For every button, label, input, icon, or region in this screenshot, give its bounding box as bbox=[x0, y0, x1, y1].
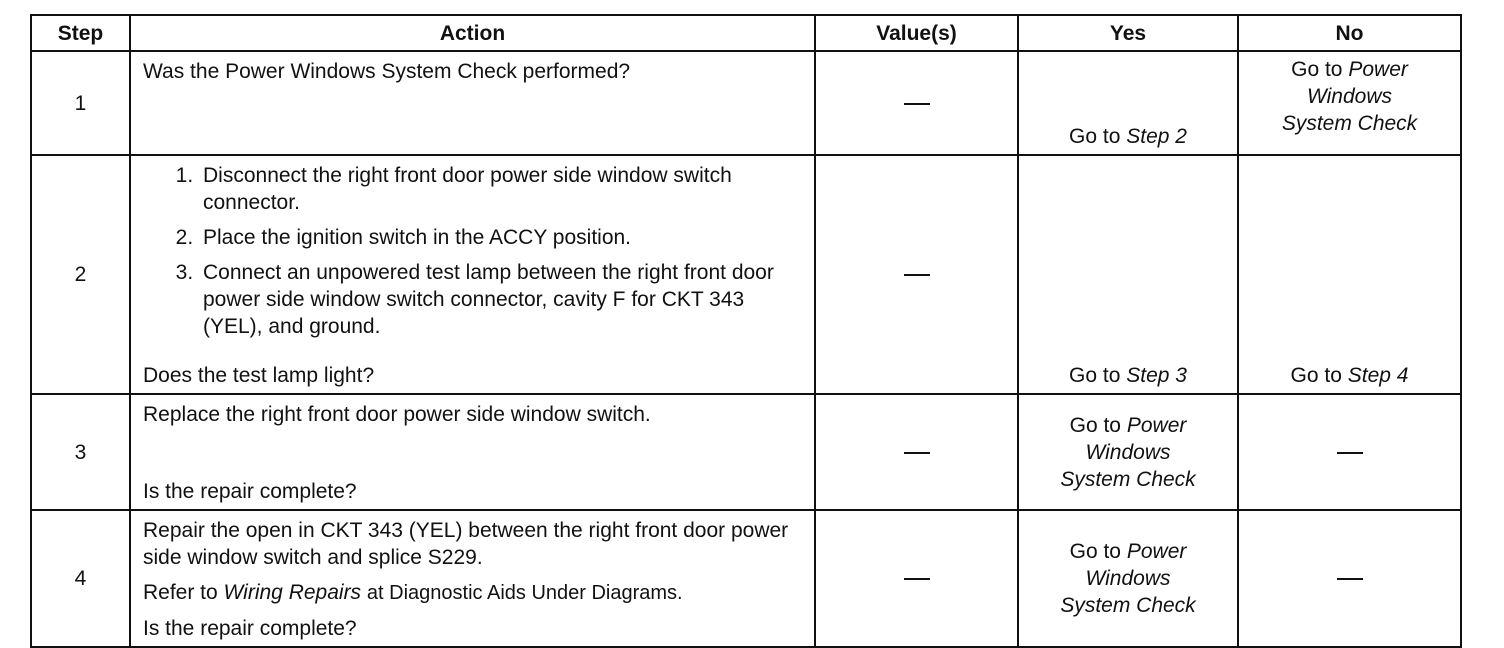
value-cell bbox=[815, 394, 1018, 510]
em-dash bbox=[904, 103, 930, 105]
header-yes: Yes bbox=[1018, 15, 1238, 51]
no-cell bbox=[1238, 510, 1461, 647]
goto-link[interactable]: System Check bbox=[1060, 467, 1196, 491]
step-number: 1 bbox=[31, 51, 130, 155]
em-dash bbox=[904, 274, 930, 276]
no-cell bbox=[1238, 155, 1461, 394]
em-dash bbox=[904, 578, 930, 580]
no-cell bbox=[1238, 51, 1461, 155]
goto-prefix: Go to bbox=[1291, 58, 1343, 81]
refer-line bbox=[143, 579, 804, 607]
goto-prefix: Go to bbox=[1069, 364, 1121, 387]
step-number: 4 bbox=[31, 510, 130, 647]
goto-link[interactable]: Windows bbox=[1085, 440, 1171, 464]
step-number: 3 bbox=[31, 394, 130, 510]
goto-link[interactable]: Power bbox=[1126, 413, 1187, 437]
em-dash bbox=[904, 452, 930, 454]
goto-link[interactable]: Step 3 bbox=[1126, 364, 1187, 387]
em-dash bbox=[1337, 578, 1363, 580]
goto-link[interactable]: System Check bbox=[1281, 112, 1418, 135]
action-instruction: Replace the right front door power side window switch. bbox=[143, 403, 651, 426]
refer-link[interactable]: Wiring Repairs bbox=[223, 581, 362, 604]
action-cell bbox=[130, 394, 815, 510]
procedure-step: 1. Disconnect the right front door power side window switch connector. bbox=[199, 162, 804, 216]
header-row bbox=[31, 15, 1461, 51]
goto-prefix: Go to bbox=[1290, 364, 1342, 387]
table-row bbox=[31, 510, 1461, 647]
goto-prefix: Go to bbox=[1069, 413, 1121, 437]
action-cell bbox=[130, 510, 815, 647]
action-question: Is the repair complete? bbox=[143, 480, 357, 503]
refer-prefix: Refer to bbox=[143, 581, 218, 604]
header-step: Step bbox=[31, 15, 130, 51]
yes-cell bbox=[1018, 155, 1238, 394]
goto-link[interactable]: Windows bbox=[1085, 567, 1171, 590]
action-question: Does the test lamp light? bbox=[143, 364, 375, 387]
yes-cell bbox=[1018, 51, 1238, 155]
diagnostic-table bbox=[30, 14, 1462, 648]
goto-link[interactable]: Power bbox=[1126, 540, 1187, 563]
value-cell bbox=[815, 155, 1018, 394]
table-row bbox=[31, 155, 1461, 394]
action-instruction: Repair the open in CKT 343 (YEL) between the right front door power side window switch and splice S229. bbox=[143, 519, 789, 569]
goto-link[interactable]: System Check bbox=[1060, 594, 1196, 617]
goto-prefix: Go to bbox=[1069, 125, 1121, 148]
step-number: 2 bbox=[31, 155, 130, 394]
header-values: Value(s) bbox=[815, 15, 1018, 51]
goto-link[interactable]: Step 4 bbox=[1347, 364, 1409, 387]
no-cell bbox=[1238, 394, 1461, 510]
procedure-list bbox=[143, 162, 804, 348]
action-cell bbox=[130, 51, 815, 155]
refer-suffix: at Diagnostic Aids Under Diagrams. bbox=[366, 582, 683, 604]
goto-prefix: Go to bbox=[1069, 540, 1121, 563]
procedure-step: 3. Connect an unpowered test lamp between the right front door power side window switch connector, cavity F for CKT 343 (YEL), and ground. bbox=[199, 259, 804, 340]
header-no: No bbox=[1238, 15, 1461, 51]
value-cell bbox=[815, 510, 1018, 647]
yes-cell bbox=[1018, 510, 1238, 647]
yes-cell bbox=[1018, 394, 1238, 510]
table-row bbox=[31, 394, 1461, 510]
em-dash bbox=[1337, 452, 1363, 454]
action-question: Was the Power Windows System Check performed? bbox=[143, 60, 631, 83]
goto-link[interactable]: Power bbox=[1348, 58, 1408, 81]
goto-link[interactable]: Windows bbox=[1306, 85, 1392, 108]
goto-link[interactable]: Step 2 bbox=[1126, 125, 1187, 148]
header-action: Action bbox=[130, 15, 815, 51]
value-cell bbox=[815, 51, 1018, 155]
procedure-step: 2. Place the ignition switch in the ACCY position. bbox=[199, 224, 804, 251]
action-question: Is the repair complete? bbox=[143, 617, 357, 640]
table-row bbox=[31, 51, 1461, 155]
action-cell bbox=[130, 155, 815, 394]
